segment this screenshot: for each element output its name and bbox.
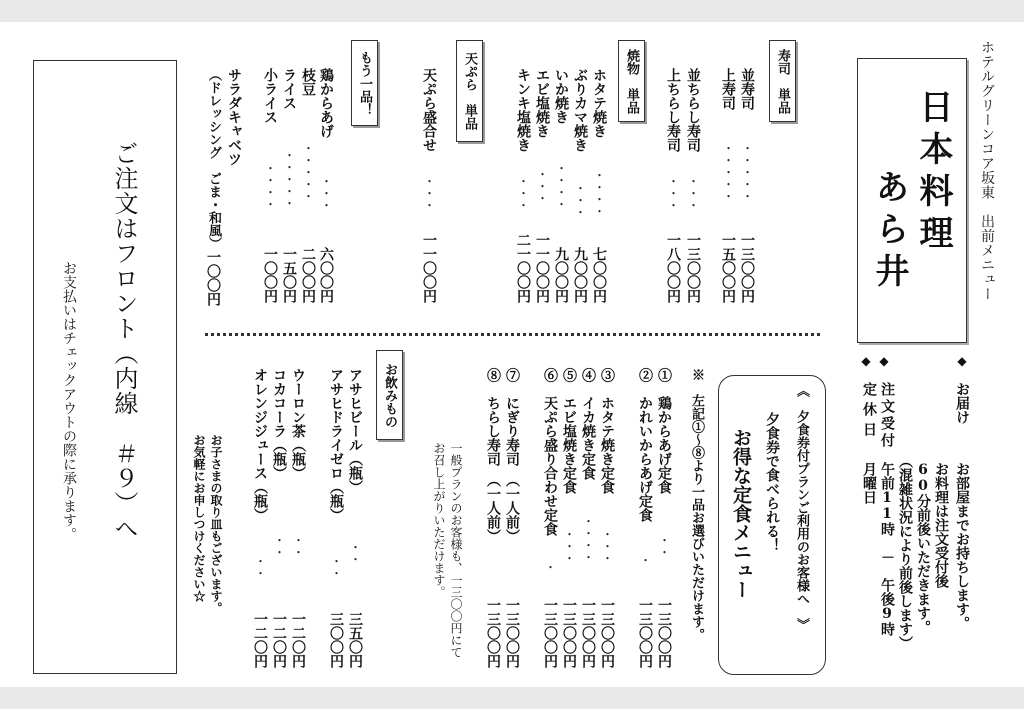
set-menu-title: お得な定食メニュー [730,428,752,599]
menu-item: ⑥ 天ぷら盛り合わせ定食 ・ 一三〇〇円 [542,368,558,668]
front-order-text: ご注文はフロント（内線 ＃９）へ [110,141,138,541]
menu-item: キンキ塩焼き ・・・ 二一〇〇円 [515,68,531,303]
menu-item: 並ちらし寿司 ・・・ 一三〇〇円 [685,68,701,303]
general-note: 一般プランのお客様も、一三〇〇円にて [449,442,463,658]
order-hours: 午前11時 － 午後9時 [879,462,895,636]
menu-item: 並寿司 ・・・・・ 一三〇〇円 [739,68,755,303]
set-menu-box [718,375,826,675]
menu-item: 鶏からあげ ・・・ 六〇〇円 [318,68,334,303]
set-menu-banner: 夕食券で食べられる！ [764,412,780,552]
menu-item: 上寿司 ・・・・・ 一五〇〇円 [720,68,736,303]
order-note3: （混雑状況により前後します） [897,454,913,650]
menu-item: 枝豆 ・・・・・ 二〇〇円 [300,68,316,303]
menu-item: ③ ホタテ焼き定食 ・・・ 一三〇〇円 [599,368,615,668]
menu-item: （ドレッシング ごま・和風） 一〇〇円 [205,68,221,306]
menu-item: サラダキャベツ [226,68,242,166]
menu-item: ウーロン茶（瓶） ・・ 一二〇円 [290,368,306,668]
kids-note: お子さまの取り皿もございます。 [209,434,223,614]
tempura-label: 天ぷら 単品 [456,40,483,142]
set-menu-banner: 《 夕食券付プランご利用のお客様へ 》 [794,384,809,631]
menu-item: ② かれいからあげ定食 ・ 一三〇〇円 [637,368,653,668]
order-note: お料理は注文受付後 [933,462,949,588]
order-note2: 60分前後いただきます。 [915,462,931,634]
payment-note: お支払いはチェックアウトの際に承ります。 [61,261,77,541]
menu-item: アサヒドライゼロ（瓶） ・・ 三〇〇円 [328,368,344,668]
menu-item: ぶりカマ焼き ・・・ 九〇〇円 [572,68,588,303]
menu-item: ホタテ焼き ・・・・ 七〇〇円 [591,68,607,303]
menu-item: ① 鶏からあげ定食 ・・ 一三〇〇円 [656,368,672,668]
yakimono-label: 焼物 単品 [618,40,645,122]
menu-item: ④ イカ焼き定食 ・・・・ 一三〇〇円 [580,368,596,668]
order-label: 注文受付 [879,382,895,450]
restaurant-title-box [857,58,967,343]
kids-note: お気軽にお申しつけください☆ [192,434,206,602]
menu-item: コカコーラ（瓶） ・・ 一二〇円 [271,368,287,668]
closed-text: 月曜日 [861,462,877,504]
diamond-icon: ◆ [877,354,891,368]
hotel-header: ホテルグリーンコア坂東 出前メニュー [979,40,995,301]
menu-item: ライス ・・・・・ 一五〇円 [281,68,297,303]
menu-item: オレンジジュース（瓶） ・・ 一二〇円 [252,368,268,668]
front-desk-box [33,60,177,674]
diamond-icon: ◆ [859,354,873,368]
menu-item: エビ塩焼き ・・・ 一一〇〇円 [534,68,550,303]
delivery-label: お届け [954,382,970,424]
menu-item: いか焼き ・・・・ 九〇〇円 [553,68,569,303]
general-note: お召し上がりいただけます。 [432,442,446,598]
menu-item: 天ぷら盛合せ ・・・ 一一〇〇円 [421,68,437,303]
set-menu-note: ※ 左記①～⑧より一品お選びいただけます。 [689,368,704,641]
title-line1: 日本料理 [913,89,953,257]
mouippin-label: もう一品！ [351,40,378,126]
menu-sheet [0,22,1024,687]
menu-item: ⑦ にぎり寿司 （一人前） 一三〇〇円 [504,368,520,668]
diamond-icon: ◆ [955,354,969,368]
menu-item: ⑧ ちらし寿司 （一人前） 一三〇〇円 [485,368,501,668]
menu-item: アサヒビール（瓶） ・・ 三五〇円 [347,368,363,668]
sushi-label: 寿司 単品 [769,40,796,122]
menu-item: 上ちらし寿司 ・・・ 一八〇〇円 [665,68,681,303]
menu-item: 小ライス ・・・・ 一〇〇円 [262,68,278,303]
drinks-label: お飲みもの [376,350,403,440]
section-divider [205,333,820,336]
closed-label: 定休日 [861,382,877,442]
menu-item: ⑤ エビ塩焼き定食 ・・・ 一三〇〇円 [561,368,577,668]
title-line2: あら井 [869,169,909,295]
delivery-text: お部屋までお持ちします。 [954,462,970,630]
